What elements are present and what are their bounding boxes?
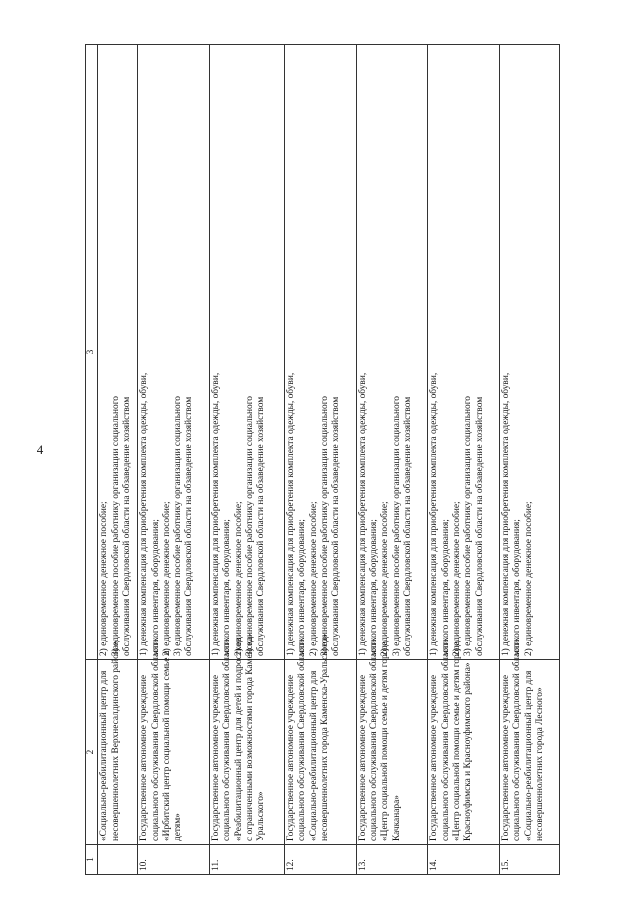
table-row xyxy=(356,45,428,875)
benefit-line: 2) единовременное денежное пособие; xyxy=(380,501,391,656)
benefits-cell xyxy=(500,45,560,660)
benefit-line: 1) денежная компенсация для приобретения комплекта одежды, обуви, xyxy=(286,372,297,656)
benefit-line: 1) денежная компенсация для приобретения комплекта одежды, обуви, xyxy=(429,372,440,656)
organization-cell xyxy=(98,640,138,845)
benefit-line: 1) денежная компенсация для приобретения комплекта одежды, обуви, xyxy=(501,372,512,656)
organization-line: социального обслуживания Свердловской области xyxy=(369,639,380,841)
organization-line: Качканара» xyxy=(391,795,402,841)
benefit-line: 2) единовременное денежное пособие; xyxy=(99,501,110,656)
organization-line: несовершеннолетних города Каменска-Уральского» xyxy=(319,633,330,841)
benefit-line: 3) единовременное пособие работнику организации социального xyxy=(391,396,402,656)
benefits-cell xyxy=(98,45,138,660)
benefit-line: 2) единовременное денежное пособие; xyxy=(523,501,534,656)
organization-line: социального обслуживания Свердловской области xyxy=(297,639,308,841)
benefits-cell xyxy=(428,45,500,660)
organization-line: детям» xyxy=(173,813,184,841)
row-number: 10. xyxy=(138,845,210,875)
organization-line: Красноуфимска и Красноуфимского района» xyxy=(463,662,474,841)
row-number: 14. xyxy=(428,845,500,875)
benefits-cell xyxy=(356,45,428,660)
benefit-line: мягкого инвентаря, оборудования; xyxy=(440,519,451,656)
organization-line: социального обслуживания Свердловской области xyxy=(150,639,161,841)
benefits-cell xyxy=(210,45,285,660)
benefit-line: обслуживания Свердловской области на обзаведение хозяйством xyxy=(184,396,195,656)
benefit-line: 3) единовременное пособие работнику организации социального xyxy=(319,396,330,656)
table-row xyxy=(285,45,357,875)
column-header-3: 3 xyxy=(86,45,98,660)
benefit-line: мягкого инвентаря, оборудования; xyxy=(297,519,308,656)
organization-line: Государственное автономное учреждение xyxy=(139,674,150,841)
column-header-1: 1 xyxy=(86,845,98,875)
benefit-line: 3) единовременное пособие работнику организации социального xyxy=(173,396,184,656)
benefit-line: обслуживания Свердловской области на обзаведение хозяйством xyxy=(331,396,342,656)
organization-line: «Ирбитский центр социальной помощи семье и xyxy=(161,650,172,841)
table-row xyxy=(98,45,138,875)
organization-line: социального обслуживания Свердловской области xyxy=(222,639,233,841)
benefit-line: мягкого инвентаря, оборудования; xyxy=(222,519,233,656)
organization-cell xyxy=(356,639,428,845)
table-row xyxy=(428,45,500,875)
organization-cell xyxy=(500,639,560,845)
organization-line: Государственное автономное учреждение xyxy=(211,674,222,841)
rotated-page xyxy=(85,45,560,875)
benefit-line: 3) единовременное пособие работнику организации социального xyxy=(110,396,121,656)
organization-line: «Центр социальной помощи семье и детям города xyxy=(452,640,463,841)
organization-cell xyxy=(210,633,285,845)
organization-line: социального обслуживания Свердловской области xyxy=(440,639,451,841)
benefit-line: 2) единовременное денежное пособие; xyxy=(161,501,172,656)
table-row xyxy=(210,45,285,875)
table-row xyxy=(138,45,210,875)
organization-cell xyxy=(138,639,210,845)
organization-line: несовершеннолетних города Лесного» xyxy=(535,687,546,841)
benefit-line: обслуживания Свердловской области на обзаведение хозяйством xyxy=(256,396,267,656)
organization-line: «Центр социальной помощи семье и детям города xyxy=(380,640,391,841)
benefit-line: мягкого инвентаря, оборудования; xyxy=(150,519,161,656)
page-number: 4 xyxy=(36,442,44,457)
table-row xyxy=(500,45,560,875)
benefit-line: обслуживания Свердловской области на обзаведение хозяйством xyxy=(474,396,485,656)
table-header-row xyxy=(86,45,98,875)
organization-line: «Реабилитационный центр для детей и подростков xyxy=(233,637,244,841)
benefit-line: 2) единовременное денежное пособие; xyxy=(233,501,244,656)
organization-line: несовершеннолетних Верхнесалдинского района» xyxy=(110,640,121,841)
organization-line: социального обслуживания Свердловской области xyxy=(512,639,523,841)
benefit-line: обслуживания Свердловской области на обзаведение хозяйством xyxy=(402,396,413,656)
organization-line: «Социально-реабилитационный центр для xyxy=(308,670,319,841)
benefits-cell xyxy=(138,45,210,660)
organization-line: Государственное автономное учреждение xyxy=(357,674,368,841)
benefits-cell xyxy=(285,45,357,660)
benefit-line: 1) денежная компенсация для приобретения комплекта одежды, обуви, xyxy=(211,372,222,656)
row-number: 15. xyxy=(500,845,560,875)
benefit-line: мягкого инвентаря, оборудования; xyxy=(512,519,523,656)
benefit-line: мягкого инвентаря, оборудования; xyxy=(369,519,380,656)
benefit-line: 2) единовременное денежное пособие; xyxy=(308,501,319,656)
row-number: 13. xyxy=(356,845,428,875)
row-number xyxy=(98,845,138,875)
organization-cell xyxy=(285,633,357,845)
benefits-table xyxy=(85,44,560,875)
benefit-line: 2) единовременное денежное пособие; xyxy=(452,501,463,656)
table-body xyxy=(98,45,560,875)
row-number: 11. xyxy=(210,845,285,875)
benefit-line: 1) денежная компенсация для приобретения комплекта одежды, обуви, xyxy=(357,372,368,656)
organization-line: с ограниченными возможностями города Каменска- xyxy=(244,633,255,841)
benefit-line: 3) единовременное пособие работнику организации социального xyxy=(463,396,474,656)
organization-line: «Социально-реабилитационный центр для xyxy=(99,670,110,841)
benefit-line: обслуживания Свердловской области на обзаведение хозяйством xyxy=(121,396,132,656)
organization-line: Уральского» xyxy=(256,791,267,841)
column-header-2: 2 xyxy=(86,660,98,845)
benefit-line: 1) денежная компенсация для приобретения комплекта одежды, обуви, xyxy=(139,372,150,656)
row-number: 12. xyxy=(285,845,357,875)
benefit-line: 3) единовременное пособие работнику организации социального xyxy=(244,396,255,656)
organization-line: Государственное автономное учреждение xyxy=(429,674,440,841)
organization-line: Государственное автономное учреждение xyxy=(286,674,297,841)
organization-line: «Социально-реабилитационный центр для xyxy=(523,670,534,841)
organization-line: Государственное автономное учреждение xyxy=(501,674,512,841)
organization-cell xyxy=(428,639,500,845)
